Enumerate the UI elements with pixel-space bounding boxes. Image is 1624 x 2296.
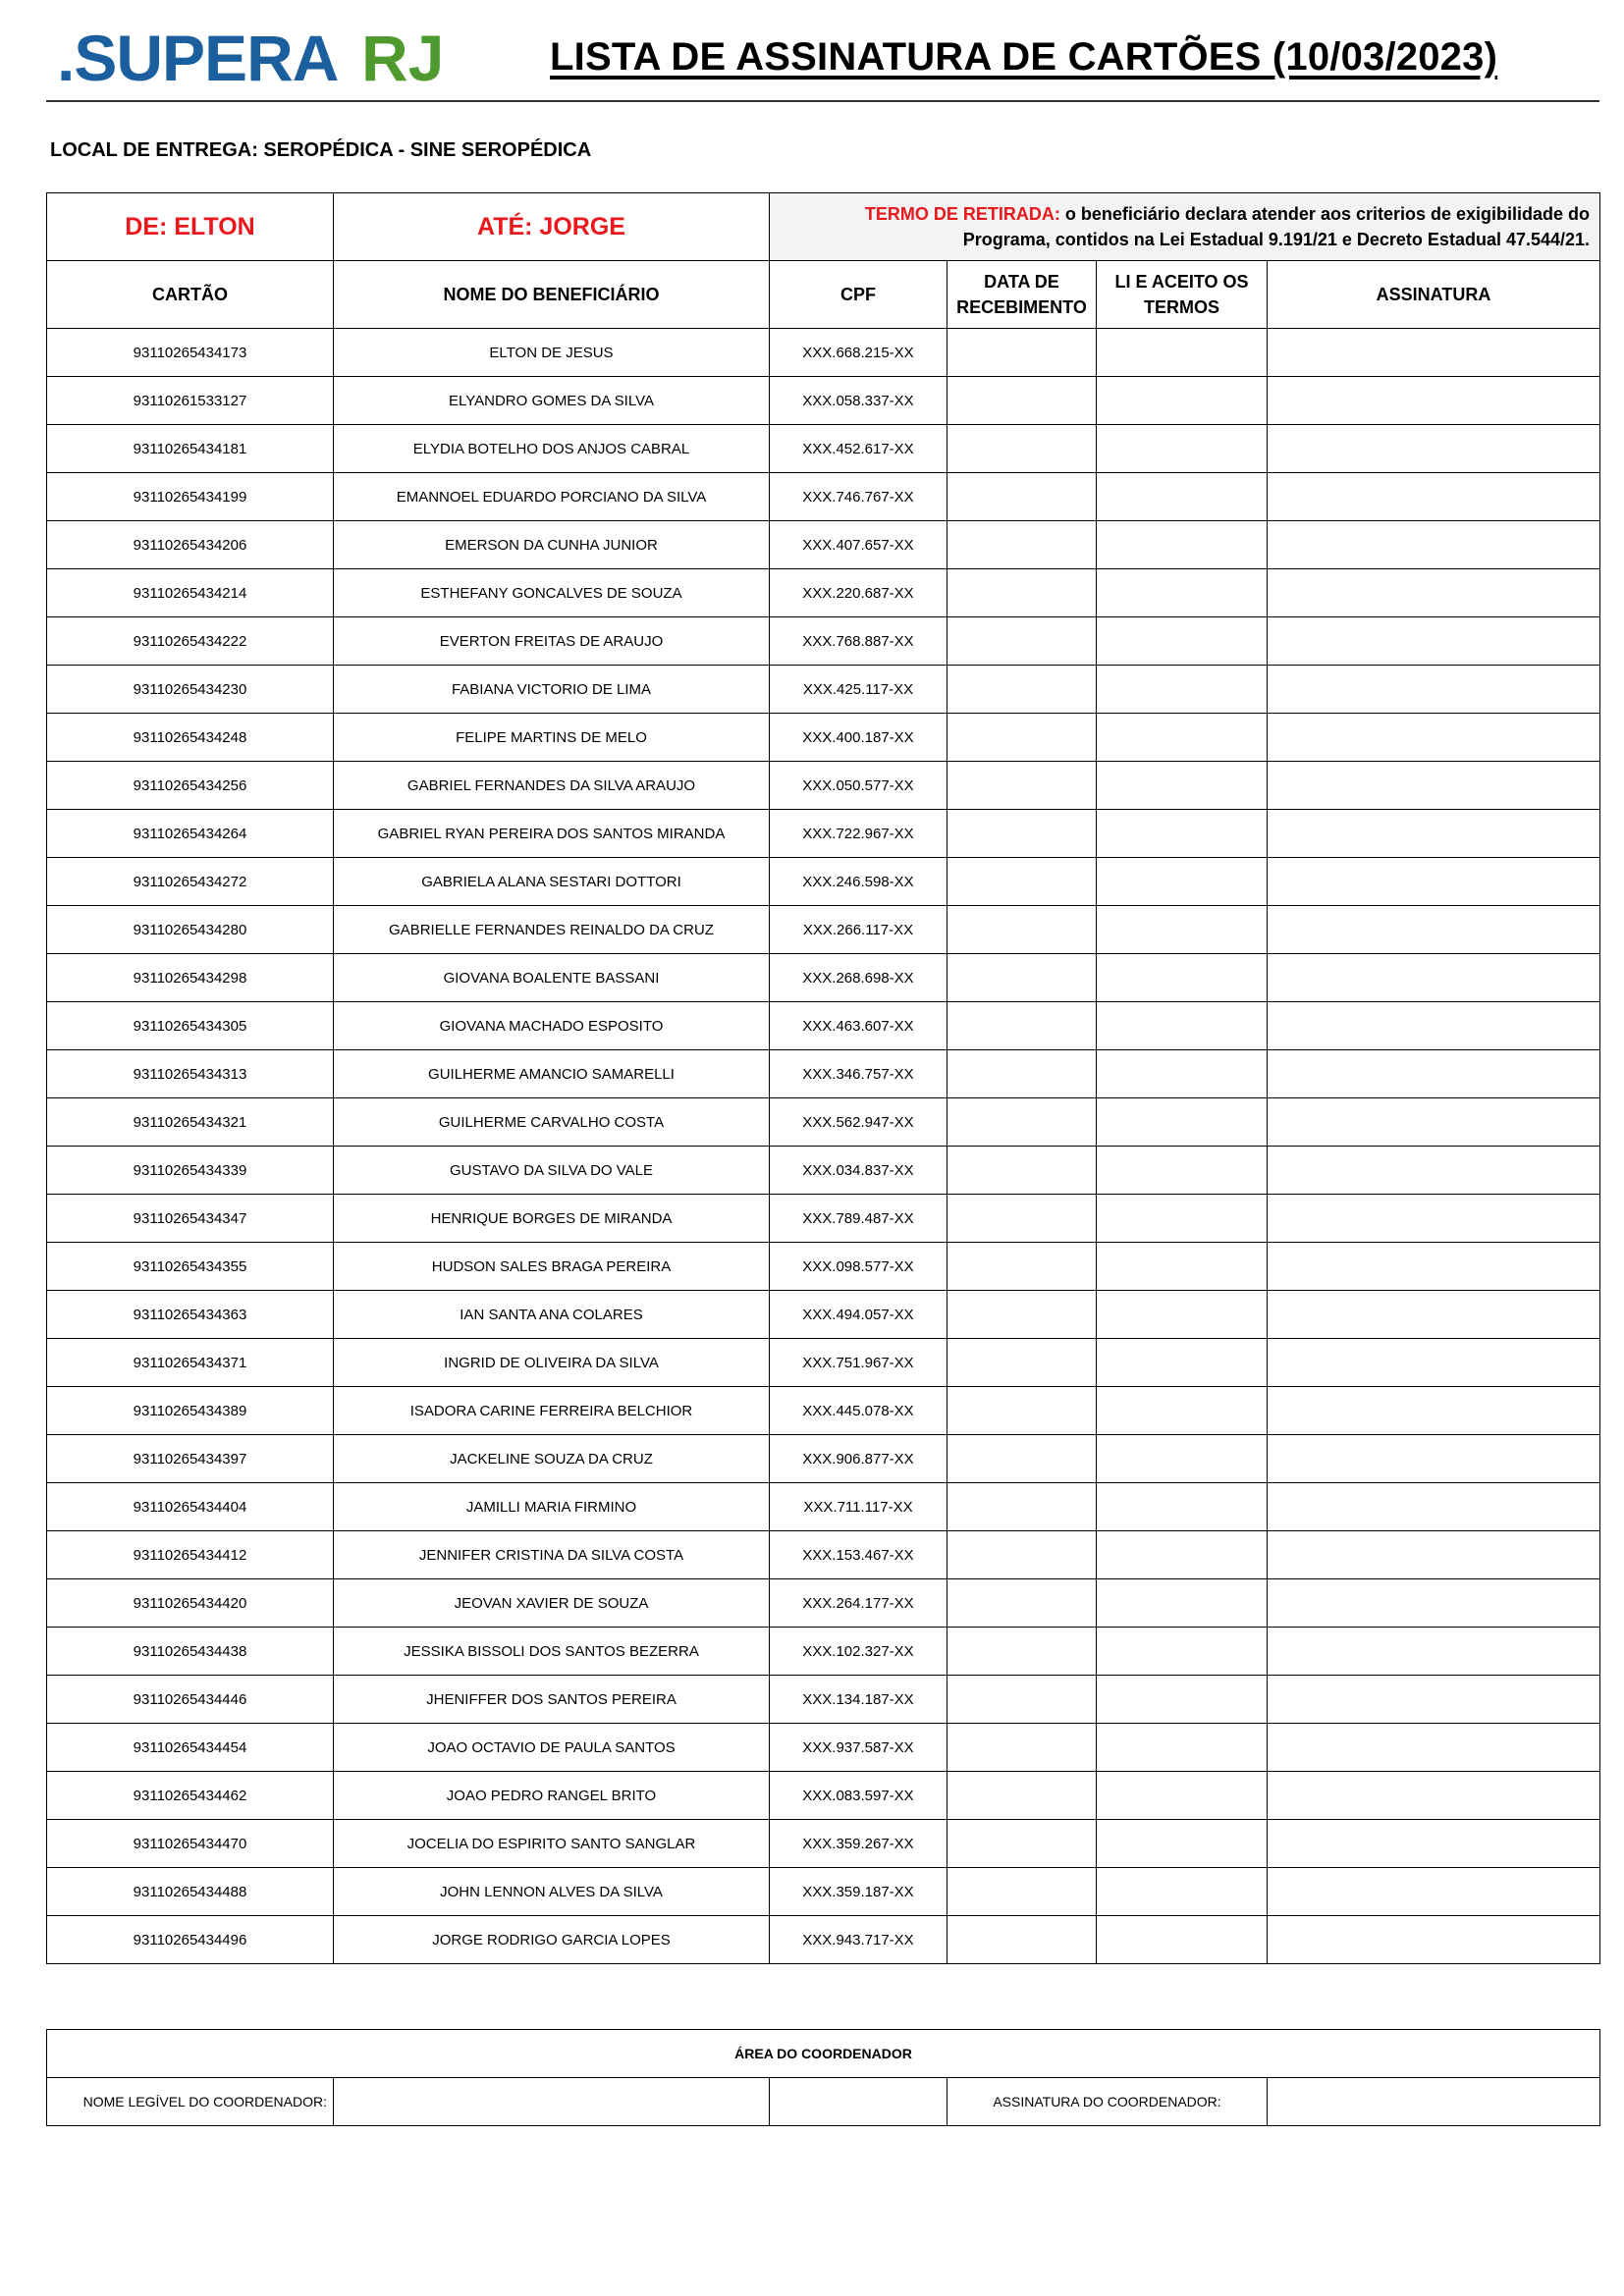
cpf-cell: XXX.463.607-XX [770, 1002, 947, 1050]
delivery-location: LOCAL DE ENTREGA: SEROPÉDICA - SINE SEROPÉDICA [50, 139, 592, 161]
terms-accepted-field[interactable] [1097, 1387, 1268, 1435]
terms-accepted-field[interactable] [1097, 1147, 1268, 1195]
signature-field[interactable] [1268, 1243, 1600, 1291]
card-number-cell: 93110265434280 [47, 906, 334, 954]
table-row [47, 1820, 1600, 1868]
table-row [47, 1772, 1600, 1820]
signature-field[interactable] [1268, 425, 1600, 473]
receipt-date-field[interactable] [947, 666, 1097, 714]
withdrawal-term-label: TERMO DE RETIRADA: [864, 204, 1060, 224]
table-row [47, 1483, 1600, 1531]
cpf-cell: XXX.746.767-XX [770, 473, 947, 521]
terms-accepted-field[interactable] [1097, 1195, 1268, 1243]
table-row [47, 1002, 1600, 1050]
beneficiary-name-cell: JACKELINE SOUZA DA CRUZ [334, 1435, 770, 1483]
signature-field[interactable] [1268, 666, 1600, 714]
card-number-cell: 93110265434347 [47, 1195, 334, 1243]
card-number-cell: 93110265434298 [47, 954, 334, 1002]
signature-field[interactable] [1268, 1724, 1600, 1772]
receipt-date-field[interactable] [947, 858, 1097, 906]
terms-accepted-field[interactable] [1097, 1772, 1268, 1820]
range-row [47, 193, 1600, 261]
cpf-cell: XXX.562.947-XX [770, 1098, 947, 1147]
cpf-cell: XXX.407.657-XX [770, 521, 947, 569]
coordinator-name-field[interactable] [334, 2078, 770, 2126]
table-row [47, 1243, 1600, 1291]
cpf-cell: XXX.359.187-XX [770, 1868, 947, 1916]
cpf-cell: XXX.058.337-XX [770, 377, 947, 425]
card-number-cell: 93110265434389 [47, 1387, 334, 1435]
cpf-cell: XXX.494.057-XX [770, 1291, 947, 1339]
beneficiary-name-cell: EVERTON FREITAS DE ARAUJO [334, 617, 770, 666]
range-from: DE: ELTON [47, 193, 334, 261]
card-number-cell: 93110265434462 [47, 1772, 334, 1820]
card-number-cell: 93110265434248 [47, 714, 334, 762]
table-row [47, 569, 1600, 617]
cpf-cell: XXX.768.887-XX [770, 617, 947, 666]
beneficiary-name-cell: GABRIEL FERNANDES DA SILVA ARAUJO [334, 762, 770, 810]
terms-accepted-field[interactable] [1097, 1291, 1268, 1339]
terms-accepted-field[interactable] [1097, 1724, 1268, 1772]
signature-field[interactable] [1268, 1339, 1600, 1387]
receipt-date-field[interactable] [947, 1916, 1097, 1964]
signature-field[interactable] [1268, 1579, 1600, 1628]
table-row [47, 1435, 1600, 1483]
receipt-date-field[interactable] [947, 1435, 1097, 1483]
signature-field[interactable] [1268, 569, 1600, 617]
table-row [47, 1291, 1600, 1339]
card-number-cell: 93110265434214 [47, 569, 334, 617]
terms-accepted-field[interactable] [1097, 617, 1268, 666]
signature-table [46, 192, 1600, 1964]
beneficiary-name-cell: EMERSON DA CUNHA JUNIOR [334, 521, 770, 569]
beneficiary-name-cell: JOAO PEDRO RANGEL BRITO [334, 1772, 770, 1820]
table-row [47, 1628, 1600, 1676]
receipt-date-field[interactable] [947, 1387, 1097, 1435]
cpf-cell: XXX.346.757-XX [770, 1050, 947, 1098]
signature-field[interactable] [1268, 377, 1600, 425]
card-number-cell: 93110265434321 [47, 1098, 334, 1147]
cpf-cell: XXX.711.117-XX [770, 1483, 947, 1531]
range-to: ATÉ: JORGE [334, 193, 770, 261]
terms-accepted-field[interactable] [1097, 1002, 1268, 1050]
coordinator-blank-cell [770, 2078, 947, 2126]
table-row [47, 906, 1600, 954]
card-number-cell: 93110265434230 [47, 666, 334, 714]
receipt-date-field[interactable] [947, 1868, 1097, 1916]
card-number-cell: 93110265434313 [47, 1050, 334, 1098]
terms-accepted-field[interactable] [1097, 1098, 1268, 1147]
supera-rj-logo [57, 22, 450, 90]
beneficiary-name-cell: JESSIKA BISSOLI DOS SANTOS BEZERRA [334, 1628, 770, 1676]
signature-field[interactable] [1268, 1820, 1600, 1868]
table-row [47, 762, 1600, 810]
table-row [47, 521, 1600, 569]
receipt-date-field[interactable] [947, 1628, 1097, 1676]
cpf-cell: XXX.264.177-XX [770, 1579, 947, 1628]
column-header-cpf: CPF [770, 261, 947, 329]
withdrawal-term-text: o beneficiário declara atender aos criterios de exigibilidade do Programa, contidos na Lei Estadual 9.191/21 e Decreto Estadual 47.544/21. [962, 204, 1591, 249]
receipt-date-field[interactable] [947, 1531, 1097, 1579]
logo-text-supera: .SUPERA [57, 22, 339, 90]
beneficiary-name-cell: ELYDIA BOTELHO DOS ANJOS CABRAL [334, 425, 770, 473]
receipt-date-field[interactable] [947, 329, 1097, 377]
beneficiary-name-cell: GUILHERME AMANCIO SAMARELLI [334, 1050, 770, 1098]
signature-field[interactable] [1268, 810, 1600, 858]
terms-accepted-field[interactable] [1097, 1435, 1268, 1483]
signature-field[interactable] [1268, 714, 1600, 762]
table-row [47, 1676, 1600, 1724]
beneficiary-name-cell: JOHN LENNON ALVES DA SILVA [334, 1868, 770, 1916]
terms-accepted-field[interactable] [1097, 858, 1268, 906]
column-header-row [47, 261, 1600, 329]
table-row [47, 954, 1600, 1002]
beneficiary-name-cell: GABRIELLE FERNANDES REINALDO DA CRUZ [334, 906, 770, 954]
column-header-signature: ASSINATURA [1268, 261, 1600, 329]
receipt-date-field[interactable] [947, 473, 1097, 521]
beneficiary-name-cell: JAMILLI MARIA FIRMINO [334, 1483, 770, 1531]
beneficiary-name-cell: ELYANDRO GOMES DA SILVA [334, 377, 770, 425]
card-number-cell: 93110265434470 [47, 1820, 334, 1868]
card-number-cell: 93110265434496 [47, 1916, 334, 1964]
receipt-date-field[interactable] [947, 1243, 1097, 1291]
terms-accepted-field[interactable] [1097, 569, 1268, 617]
receipt-date-field[interactable] [947, 377, 1097, 425]
signature-field[interactable] [1268, 521, 1600, 569]
table-row [47, 1579, 1600, 1628]
receipt-date-field[interactable] [947, 1195, 1097, 1243]
coordinator-name-label: NOME LEGÍVEL DO COORDENADOR: [47, 2078, 334, 2126]
receipt-date-field[interactable] [947, 1147, 1097, 1195]
beneficiary-name-cell: GUSTAVO DA SILVA DO VALE [334, 1147, 770, 1195]
beneficiary-name-cell: ISADORA CARINE FERREIRA BELCHIOR [334, 1387, 770, 1435]
card-number-cell: 93110265434181 [47, 425, 334, 473]
column-header-name: NOME DO BENEFICIÁRIO [334, 261, 770, 329]
beneficiary-name-cell: ELTON DE JESUS [334, 329, 770, 377]
beneficiary-name-cell: GABRIELA ALANA SESTARI DOTTORI [334, 858, 770, 906]
table-row [47, 617, 1600, 666]
receipt-date-field[interactable] [947, 1002, 1097, 1050]
coordinator-signature-label: ASSINATURA DO COORDENADOR: [947, 2078, 1268, 2126]
beneficiary-name-cell: JOCELIA DO ESPIRITO SANTO SANGLAR [334, 1820, 770, 1868]
card-number-cell: 93110265434446 [47, 1676, 334, 1724]
terms-accepted-field[interactable] [1097, 906, 1268, 954]
beneficiary-name-cell: IAN SANTA ANA COLARES [334, 1291, 770, 1339]
card-number-cell: 93110261533127 [47, 377, 334, 425]
signature-field[interactable] [1268, 906, 1600, 954]
cpf-cell: XXX.266.117-XX [770, 906, 947, 954]
signature-field[interactable] [1268, 954, 1600, 1002]
table-row [47, 473, 1600, 521]
cpf-cell: XXX.937.587-XX [770, 1724, 947, 1772]
terms-accepted-field[interactable] [1097, 1916, 1268, 1964]
column-header-terms: LI E ACEITO OS TERMOS [1097, 261, 1268, 329]
header-divider [46, 100, 1599, 102]
beneficiary-name-cell: GUILHERME CARVALHO COSTA [334, 1098, 770, 1147]
cpf-cell: XXX.050.577-XX [770, 762, 947, 810]
cpf-cell: XXX.400.187-XX [770, 714, 947, 762]
signature-field[interactable] [1268, 1483, 1600, 1531]
terms-accepted-field[interactable] [1097, 425, 1268, 473]
cpf-cell: XXX.425.117-XX [770, 666, 947, 714]
card-number-cell: 93110265434256 [47, 762, 334, 810]
table-row [47, 1195, 1600, 1243]
cpf-cell: XXX.268.698-XX [770, 954, 947, 1002]
card-number-cell: 93110265434420 [47, 1579, 334, 1628]
signature-field[interactable] [1268, 1387, 1600, 1435]
column-header-date: DATA DE RECEBIMENTO [947, 261, 1097, 329]
signature-field[interactable] [1268, 858, 1600, 906]
table-row [47, 1147, 1600, 1195]
receipt-date-field[interactable] [947, 425, 1097, 473]
beneficiary-name-cell: HENRIQUE BORGES DE MIRANDA [334, 1195, 770, 1243]
terms-accepted-field[interactable] [1097, 329, 1268, 377]
terms-accepted-field[interactable] [1097, 1050, 1268, 1098]
terms-accepted-field[interactable] [1097, 1676, 1268, 1724]
terms-accepted-field[interactable] [1097, 521, 1268, 569]
card-number-cell: 93110265434272 [47, 858, 334, 906]
card-number-cell: 93110265434404 [47, 1483, 334, 1531]
card-number-cell: 93110265434397 [47, 1435, 334, 1483]
table-row [47, 425, 1600, 473]
card-number-cell: 93110265434339 [47, 1147, 334, 1195]
beneficiary-name-cell: FABIANA VICTORIO DE LIMA [334, 666, 770, 714]
card-number-cell: 93110265434173 [47, 329, 334, 377]
terms-accepted-field[interactable] [1097, 810, 1268, 858]
beneficiary-name-cell: EMANNOEL EDUARDO PORCIANO DA SILVA [334, 473, 770, 521]
signature-field[interactable] [1268, 473, 1600, 521]
terms-accepted-field[interactable] [1097, 1628, 1268, 1676]
card-number-cell: 93110265434363 [47, 1291, 334, 1339]
cpf-cell: XXX.220.687-XX [770, 569, 947, 617]
signature-field[interactable] [1268, 1195, 1600, 1243]
coordinator-area-row [47, 2030, 1600, 2078]
cpf-cell: XXX.246.598-XX [770, 858, 947, 906]
beneficiary-name-cell: JHENIFFER DOS SANTOS PEREIRA [334, 1676, 770, 1724]
signature-field[interactable] [1268, 1531, 1600, 1579]
terms-accepted-field[interactable] [1097, 377, 1268, 425]
table-row [47, 1339, 1600, 1387]
beneficiary-name-cell: JORGE RODRIGO GARCIA LOPES [334, 1916, 770, 1964]
signature-field[interactable] [1268, 1050, 1600, 1098]
signature-field[interactable] [1268, 1628, 1600, 1676]
terms-accepted-field[interactable] [1097, 1820, 1268, 1868]
signature-field[interactable] [1268, 1435, 1600, 1483]
cpf-cell: XXX.943.717-XX [770, 1916, 947, 1964]
beneficiary-name-cell: GIOVANA MACHADO ESPOSITO [334, 1002, 770, 1050]
signature-field[interactable] [1268, 1291, 1600, 1339]
cpf-cell: XXX.751.967-XX [770, 1339, 947, 1387]
cpf-cell: XXX.668.215-XX [770, 329, 947, 377]
card-number-cell: 93110265434206 [47, 521, 334, 569]
beneficiary-name-cell: JENNIFER CRISTINA DA SILVA COSTA [334, 1531, 770, 1579]
cpf-cell: XXX.445.078-XX [770, 1387, 947, 1435]
card-number-cell: 93110265434412 [47, 1531, 334, 1579]
coordinator-area-title: ÁREA DO COORDENADOR [47, 2030, 1600, 2078]
terms-accepted-field[interactable] [1097, 714, 1268, 762]
table-row [47, 1724, 1600, 1772]
beneficiary-name-cell: FELIPE MARTINS DE MELO [334, 714, 770, 762]
coordinator-signature-field[interactable] [1268, 2078, 1600, 2126]
signature-field[interactable] [1268, 1002, 1600, 1050]
terms-accepted-field[interactable] [1097, 1243, 1268, 1291]
receipt-date-field[interactable] [947, 762, 1097, 810]
receipt-date-field[interactable] [947, 810, 1097, 858]
beneficiary-name-cell: JOAO OCTAVIO DE PAULA SANTOS [334, 1724, 770, 1772]
terms-accepted-field[interactable] [1097, 1579, 1268, 1628]
signature-field[interactable] [1268, 617, 1600, 666]
table-row [47, 714, 1600, 762]
card-number-cell: 93110265434488 [47, 1868, 334, 1916]
signature-field[interactable] [1268, 1098, 1600, 1147]
document-title: LISTA DE ASSINATURA DE CARTÕES (10/03/2023) [550, 35, 1498, 79]
cpf-cell: XXX.153.467-XX [770, 1531, 947, 1579]
beneficiary-name-cell: GIOVANA BOALENTE BASSANI [334, 954, 770, 1002]
beneficiary-name-cell: INGRID DE OLIVEIRA DA SILVA [334, 1339, 770, 1387]
beneficiary-name-cell: ESTHEFANY GONCALVES DE SOUZA [334, 569, 770, 617]
receipt-date-field[interactable] [947, 1676, 1097, 1724]
terms-accepted-field[interactable] [1097, 1531, 1268, 1579]
terms-accepted-field[interactable] [1097, 1339, 1268, 1387]
table-row [47, 1050, 1600, 1098]
cpf-cell: XXX.906.877-XX [770, 1435, 947, 1483]
receipt-date-field[interactable] [947, 569, 1097, 617]
beneficiary-name-cell: JEOVAN XAVIER DE SOUZA [334, 1579, 770, 1628]
cpf-cell: XXX.722.967-XX [770, 810, 947, 858]
terms-accepted-field[interactable] [1097, 954, 1268, 1002]
table-row [47, 810, 1600, 858]
receipt-date-field[interactable] [947, 714, 1097, 762]
coordinator-table [46, 2029, 1600, 2126]
table-row [47, 666, 1600, 714]
terms-accepted-field[interactable] [1097, 1483, 1268, 1531]
cpf-cell: XXX.134.187-XX [770, 1676, 947, 1724]
table-row [47, 1868, 1600, 1916]
coordinator-fields-row [47, 2078, 1600, 2126]
receipt-date-field[interactable] [947, 906, 1097, 954]
cpf-cell: XXX.098.577-XX [770, 1243, 947, 1291]
table-row [47, 858, 1600, 906]
cpf-cell: XXX.034.837-XX [770, 1147, 947, 1195]
receipt-date-field[interactable] [947, 1820, 1097, 1868]
receipt-date-field[interactable] [947, 1098, 1097, 1147]
table-row [47, 1531, 1600, 1579]
cpf-cell: XXX.359.267-XX [770, 1820, 947, 1868]
terms-accepted-field[interactable] [1097, 666, 1268, 714]
table-row [47, 1916, 1600, 1964]
card-number-cell: 93110265434355 [47, 1243, 334, 1291]
cpf-cell: XXX.102.327-XX [770, 1628, 947, 1676]
receipt-date-field[interactable] [947, 1050, 1097, 1098]
receipt-date-field[interactable] [947, 1291, 1097, 1339]
column-header-card: CARTÃO [47, 261, 334, 329]
signature-field[interactable] [1268, 762, 1600, 810]
table-row [47, 377, 1600, 425]
receipt-date-field[interactable] [947, 1579, 1097, 1628]
card-number-cell: 93110265434438 [47, 1628, 334, 1676]
receipt-date-field[interactable] [947, 1483, 1097, 1531]
receipt-date-field[interactable] [947, 617, 1097, 666]
signature-field[interactable] [1268, 1916, 1600, 1964]
signature-field[interactable] [1268, 1676, 1600, 1724]
withdrawal-term [770, 193, 1600, 261]
receipt-date-field[interactable] [947, 1772, 1097, 1820]
receipt-date-field[interactable] [947, 954, 1097, 1002]
beneficiary-name-cell: GABRIEL RYAN PEREIRA DOS SANTOS MIRANDA [334, 810, 770, 858]
logo-text-rj: RJ [361, 22, 445, 90]
beneficiary-name-cell: HUDSON SALES BRAGA PEREIRA [334, 1243, 770, 1291]
receipt-date-field[interactable] [947, 1724, 1097, 1772]
cpf-cell: XXX.452.617-XX [770, 425, 947, 473]
signature-field[interactable] [1268, 329, 1600, 377]
signature-field[interactable] [1268, 1772, 1600, 1820]
card-number-cell: 93110265434199 [47, 473, 334, 521]
signature-field[interactable] [1268, 1147, 1600, 1195]
terms-accepted-field[interactable] [1097, 473, 1268, 521]
terms-accepted-field[interactable] [1097, 762, 1268, 810]
card-number-cell: 93110265434222 [47, 617, 334, 666]
card-number-cell: 93110265434264 [47, 810, 334, 858]
card-number-cell: 93110265434371 [47, 1339, 334, 1387]
terms-accepted-field[interactable] [1097, 1868, 1268, 1916]
receipt-date-field[interactable] [947, 521, 1097, 569]
card-number-cell: 93110265434454 [47, 1724, 334, 1772]
card-number-cell: 93110265434305 [47, 1002, 334, 1050]
cpf-cell: XXX.083.597-XX [770, 1772, 947, 1820]
table-row [47, 329, 1600, 377]
table-row [47, 1098, 1600, 1147]
receipt-date-field[interactable] [947, 1339, 1097, 1387]
table-row [47, 1387, 1600, 1435]
signature-field[interactable] [1268, 1868, 1600, 1916]
cpf-cell: XXX.789.487-XX [770, 1195, 947, 1243]
